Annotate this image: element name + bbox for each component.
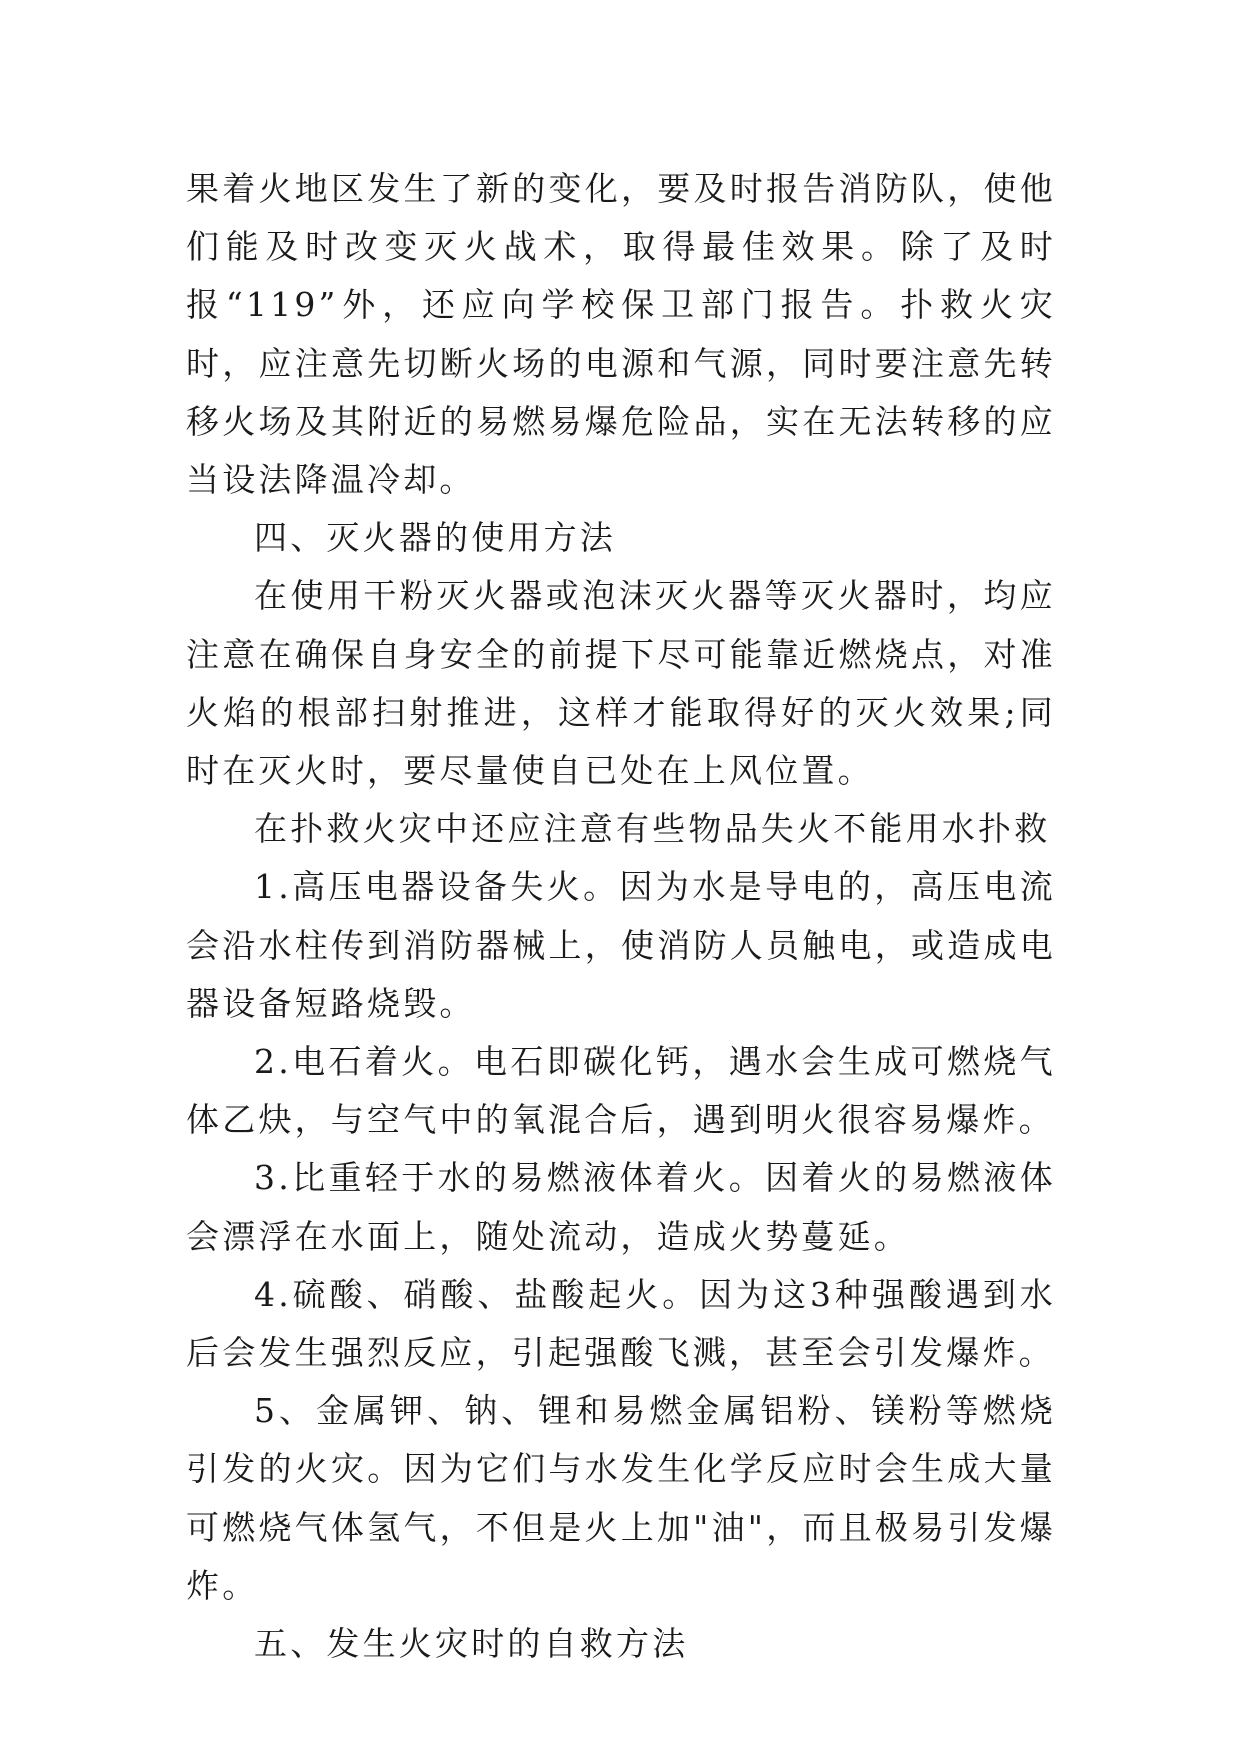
section-heading-self-rescue: 五、发生火灾时的自救方法 xyxy=(254,1624,689,1664)
paragraph-no-water-intro: 在扑救火灾中还应注意有些物品失火不能用水扑救 xyxy=(254,809,1051,849)
list-item-calcium-carbide-fire: 2.电石着火。电石即碳化钙，遇水会生成可燃烧气体乙炔，与空气中的氧混合后，遇到明火很容易爆炸。 xyxy=(186,1042,1056,1140)
document-body xyxy=(186,160,1056,1673)
section-heading-fire-extinguisher-usage: 四、灭火器的使用方法 xyxy=(254,518,616,558)
list-item-metal-fire: 5、金属钾、钠、锂和易燃金属铝粉、镁粉等燃烧引发的火灾。因为它们与水发生化学反应时会生成大量可燃烧气体氢气，不但是火上加"油"，而且极易引发爆炸。 xyxy=(186,1391,1056,1605)
list-item-flammable-liquid-fire: 3.比重轻于水的易燃液体着火。因着火的易燃液体会漂浮在水面上，随处流动，造成火势蔓延。 xyxy=(186,1158,1056,1256)
list-item-strong-acid-fire: 4.硫酸、硝酸、盐酸起火。因为这3种强酸遇到水后会发生强烈反应，引起强酸飞溅，甚至会引发爆炸。 xyxy=(186,1274,1056,1373)
paragraph-extinguisher-instructions: 在使用干粉灭火器或泡沫灭火器等灭火器时，均应注意在确保自身安全的前提下尽可能靠近燃烧点，对准火焰的根部扫射推进，这样才能取得好的灭火效果;同时在灭火时，要尽量使自已处在上风位置。 xyxy=(186,576,1056,791)
paragraph-continuation: 果着火地区发生了新的变化，要及时报告消防队，使他们能及时改变灭火战术，取得最佳效果。除了及时报“119”外，还应向学校保卫部门报告。扑救火灾时，应注意先切断火场的电源和气源，同时要注意先转移火场及其附近的易燃易爆危险品，实在无法转移的应当设法降温冷却。 xyxy=(186,169,1056,500)
list-item-electrical-fire: 1.高压电器设备失火。因为水是导电的，高压电流会沿水柱传到消防器械上，使消防人员触电，或造成电器设备短路烧毁。 xyxy=(186,867,1056,1023)
